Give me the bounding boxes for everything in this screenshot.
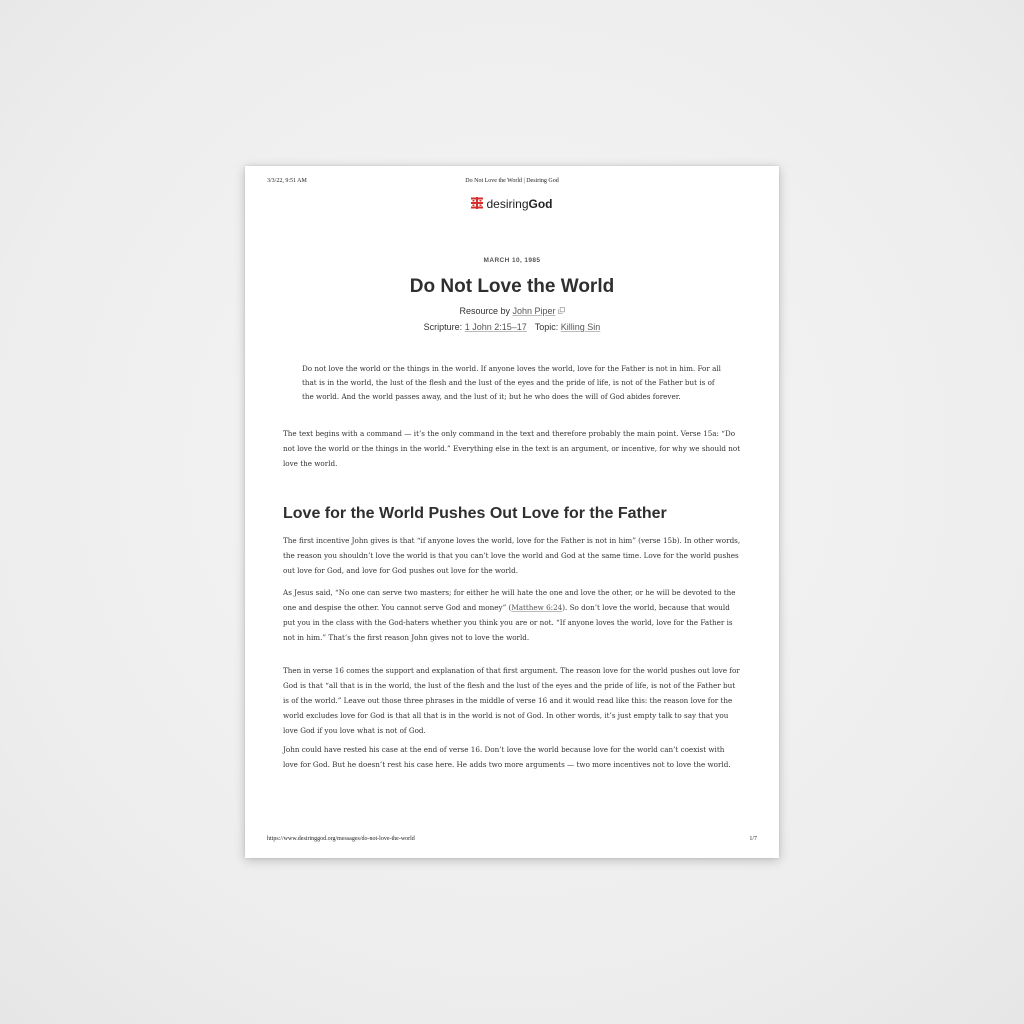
article-title: Do Not Love the World <box>409 276 615 297</box>
matthew-reference-link[interactable]: Matthew 6:24 <box>511 603 563 612</box>
scripture-label: Scripture: <box>423 322 463 332</box>
author-link[interactable]: John Piper <box>512 306 556 316</box>
resource-label: Resource by <box>459 306 510 316</box>
printed-page <box>245 166 779 858</box>
print-datetime: 3/3/22, 9:51 AM <box>267 178 307 184</box>
scripture-link[interactable]: 1 John 2:15–17 <box>464 322 527 332</box>
paragraph-1: The first incentive John gives is that “if anyone loves the world, love for the Father is not in him” (verse 15b). In other words, the reason you shouldn’t love the world is that you can’t love the world and God at the same time. Love for the world pushes out love for God, and love for God pushes out love for the world. <box>283 536 741 575</box>
paragraph-4: John could have rested his case at the end of verse 16. Don’t love the world because love for the world can’t coexist with love for God. But he doesn’t rest his case here. He adds two more arguments — two more incentives not to love the world. <box>283 745 731 769</box>
resource-byline <box>245 306 779 316</box>
logo-text-strong: God <box>528 197 553 211</box>
intro-paragraph: The text begins with a command — it’s the only command in the text and therefore probably the main point. Verse 15a: “Do not love the world or the things in the world.” Everything else in the text is an argument, or incentive, for why we should not love the world. <box>283 429 741 468</box>
print-url: https://www.desiringgod.org/messages/do-not-love-the-world <box>267 836 415 842</box>
print-footer <box>267 836 757 846</box>
topic-link[interactable]: Killing Sin <box>560 322 601 332</box>
site-logo[interactable] <box>245 197 779 213</box>
section-heading: Love for the World Pushes Out Love for the Father <box>283 505 667 522</box>
print-header <box>267 178 757 188</box>
paragraph-2-text-start: As Jesus said, “No one can serve two masters; for either he will hate the one and love the other, or he will be devoted to the one and despise the other. You cannot serve God and money” ( <box>283 588 736 612</box>
paragraph-3: Then in verse 16 comes the support and explanation of that first argument. The reason love for the world pushes out love for God is that “all that is in the world, the lust of the flesh and the lust of the eyes and the pride of life, is not of the Father but is of the world.” Leave out those three phrases in the middle of verse 16 and it would read like this: the reason love for the world excludes love for God is that all that is in the world is not of God. In other words, it’s just empty talk to say that you love God if you love what is not of God. <box>283 666 740 735</box>
article-date: MARCH 10, 1985 <box>483 257 541 264</box>
page-number: 1/7 <box>749 836 757 842</box>
topic-label: Topic: <box>534 322 559 332</box>
external-link-icon <box>558 307 565 314</box>
paragraph-2 <box>283 585 741 645</box>
print-tab-title: Do Not Love the World | Desiring God <box>465 178 559 184</box>
paragraph-2-text-end: ). So don’t love the world, because that would put you in the class with the God-haters whether you think you are or not. “If anyone loves the world, love for the Father is not in him.” That’s the first reason John gives not to love the world. <box>283 603 733 642</box>
logo-text-light: desiring <box>486 197 529 211</box>
desiring-god-logo-icon <box>471 197 483 209</box>
scripture-topic-line <box>245 322 779 332</box>
scripture-quote: Do not love the world or the things in the world. If anyone loves the world, love for the Father is not in him. For all that is in the world, the lust of the flesh and the lust of the eyes and the pride of life, is not of the Father but is of the world. And the world passes away, and the lust of it; but he who does the will of God abides forever. <box>302 364 721 401</box>
